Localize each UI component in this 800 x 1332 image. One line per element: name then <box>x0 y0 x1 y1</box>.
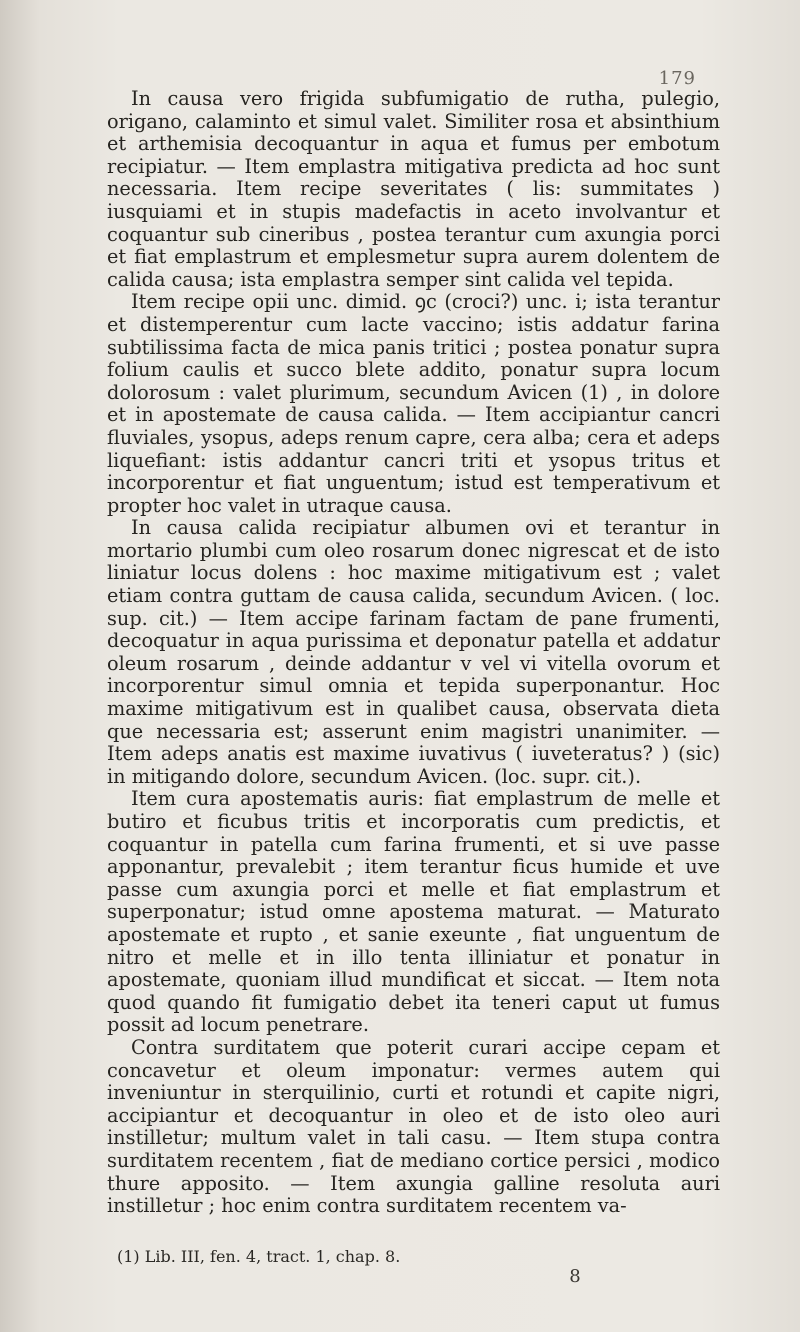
paragraph-3: In causa calida recipiatur albumen ovi et terantur in mortario plumbi cum oleo rosarum donec nigrescat et de isto liniatur locus dolens : hoc maxime mitigativum est ; valet etiam contra guttam de causa calida, secundum Avicen. ( loc. sup. cit.) — Item accipe farinam factam de pane frumenti, decoquatur in aqua purissima et deponatur patella et addatur oleum rosarum , deinde addantur v vel vi vitella ovorum et incorporentur simul omnia et tepida superponantur. Hoc maxime mitigativum est in qualibet causa, observata dieta que necessaria est; asserunt enim magistri unanimiter. — Item adeps anatis est maxime iuvativus ( iuveteratus? ) (sic) in mitigando dolore, secundum Avicen. (loc. supr. cit.). <box>107 516 720 788</box>
signature-mark: 8 <box>569 1266 581 1287</box>
paragraph-2: Item recipe opii unc. dimid. ꝯc (croci?) unc. i; ista terantur et distemperentur cum lacte vaccino; istis addatur farina subtilissima facta de mica panis tritici ; postea ponatur supra folium caulis et succo blete addito, ponatur supra locum dolorosum : valet plurimum, secundum Avicen (1) , in dolore et in apostemate de causa calida. — Item accipiantur cancri fluviales, ysopus, adeps renum capre, cera alba; cera et adeps liquefiant: istis addantur cancri triti et ysopus tritus et incorporentur et fiat unguentum; istud est temperativum et propter hoc valet in utraque causa. <box>107 290 720 517</box>
footnote: (1) Lib. III, fen. 4, tract. 1, chap. 8. <box>117 1247 401 1266</box>
paragraph-4: Item cura apostematis auris: fiat emplastrum de melle et butiro et ficubus tritis et incorporatis cum predictis, et coquantur in patella cum farina frumenti, et si uve passe apponantur, prevalebit ; item terantur ficus humide et uve passe cum axungia porci et melle et fiat emplastrum et superponatur; istud omne apostema maturat. — Maturato apostemate et rupto , et sanie exeunte , fiat unguentum de nitro et melle et in illo tenta illiniatur et ponatur in apostemate, quoniam illud mundificat et siccat. — Item nota quod quando fit fumigatio debet ita teneri caput ut fumus possit ad locum penetrare. <box>107 787 720 1037</box>
paragraph-5: Contra surditatem que poterit curari accipe cepam et concavetur et oleum imponatur: vermes autem qui inveniuntur in sterquilinio, curti et rotundi et capite nigri, accipiantur et decoquantur in oleo et de isto oleo auri instilletur; multum valet in tali casu. — Item stupa contra surditatem recentem , fiat de mediano cortice persici , modico thure apposito. — Item axungia galline resoluta auri instilletur ; hoc enim contra surditatem recentem va- <box>107 1035 720 1218</box>
paragraph-1: In causa vero frigida subfumigatio de rutha, pulegio, origano, calaminto et simul valet. Similiter rosa et absinthium et arthemisia decoquantur in aqua et fumus per embotum recipiatur. — Item emplastra mitigativa predicta ad hoc sunt necessaria. Item recipe severitates ( lis: summitates ) iusquiami et in stupis madefactis in aceto involvantur et coquantur sub cineribus , postea terantur cum axungia porci et fiat emplastrum et emplesmetur supra aurem dolentem de calida causa; ista emplastra semper sint calida vel tepida. <box>107 87 720 291</box>
body-text <box>107 88 720 1218</box>
page-number: 179 <box>658 68 696 89</box>
